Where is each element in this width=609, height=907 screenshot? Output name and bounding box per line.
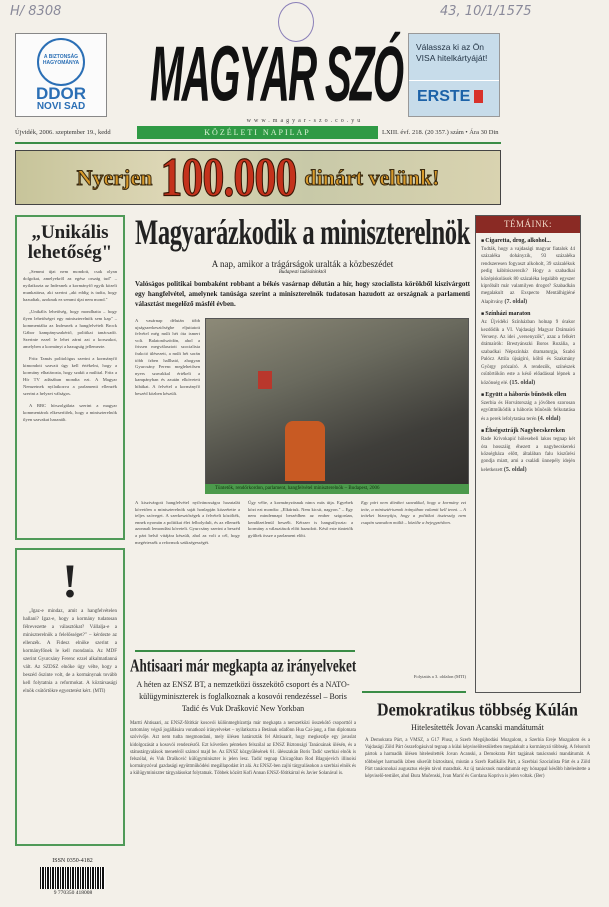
main-headline[interactable]: Magyarázkodik a miniszterelnök	[135, 212, 470, 253]
ddor-city: NOVI SAD	[36, 101, 86, 112]
topic-title: ■ Színházi maraton	[481, 310, 575, 319]
quote-paragraph: „Unikális lehetőség, hogy mondhatta – hogy ilyen lehetőséget egy miniszterelnök sem kap" – kommentálta az Indexnek a hangfelvételt Brock Gábor kampányszakértő, politikai tanácsadó. Szerinte ezzel le lehet zárni azt a korszakot, amelyben a kormányt a hazugság jellemezte.	[23, 309, 117, 349]
banner-post: dinárt velünk!	[304, 164, 440, 190]
main-subtitle: A nap, amikor a trágárságok uralták a közbeszédet	[211, 259, 394, 269]
main-photo[interactable]	[205, 318, 469, 494]
topic-item[interactable]	[476, 387, 580, 423]
topics-header: TÉMÁINK:	[476, 216, 580, 233]
quote-box	[15, 215, 125, 540]
barcode-number: 9 770350 418008	[53, 890, 93, 896]
issue-date: Újvidék, 2006. szeptember 19., kedd	[15, 129, 111, 136]
main-continued: Folytatás a 3. oldalon (MTI)	[413, 674, 466, 679]
topic-text: Szerbia és Horvátország a jövőben szorosan együttműködik a háborús bűnösök felkutatása és a perek lefolytatása terén	[481, 400, 575, 422]
demokratikus-article	[365, 700, 590, 865]
main-dateline: Budapesti tudósítónktól	[278, 270, 327, 275]
demokratikus-subtitle: Hitelesítették Jovan Acanski mandátumát	[411, 723, 544, 732]
tagline-bar: KÖZÉLETI NAPILAP	[137, 126, 378, 139]
topic-page-ref: (5. oldal)	[503, 466, 527, 473]
promo-banner[interactable]	[15, 146, 501, 209]
main-body-col1: A vasárnap délután több ujságszerkesztőségbe eljuttatott felvétel még múlt hét óta ismert volt. Balatonőszödön, ahol a frissen megválasztott szocialista frakció ülésezett, a múlt hét során több ízben hallható, ahogyan Gyurcsány Ferenc meglehetősen nyers szavakkal értékeli a kampányban és azután elkövetett hibákat. A felvétel a kormányfő beszéd közben készült.	[135, 318, 200, 396]
issue-number: LXIII. évf. 218. (20 357.) szám • Ára 30 Din	[382, 129, 499, 136]
ddor-brand: DDOR	[35, 84, 87, 103]
quote-paragraph: „Semmi újat nem mondott, csak olyan dolgokat, amelyekről az egész ország tud" – nyilatkozta az Indexnek a kormányfő egyik közeli munkatársa, aki szerint „aki eddig is tudta, hogy hazudtak, azoknak ez semmi újat nem mond."	[23, 269, 117, 302]
topic-title: ■ Együtt a háborús bűnösök ellen	[481, 391, 575, 400]
handwritten-catalog-number: H/ 8308	[10, 4, 62, 19]
quote-paragraph: Fritz Tamás politológus szerint a kormányfő kimondott szavait úgy kell értékelni, hogy a kormány elhatározta, hogy szakít a múlttal. Fritz a Hír TV adásában mondta ezt. A Magyar Nemzetnek nyilatkozva a parlamenti ellenzék szerint a helyzet válságos.	[23, 356, 117, 396]
photo-caption: Tüntetők, rendőrkordon, parlament, hangfelvétel miniszterelnök – Budapest, 2006	[205, 484, 469, 494]
topic-title: ■ Cigaretta, drog, alkohol...	[481, 237, 575, 246]
barcode-icon	[40, 867, 105, 889]
topics-sidebar	[475, 215, 581, 693]
banner-amount: 100.000	[160, 146, 297, 209]
ddor-logo-icon: A BIZTONSÁG HAGYOMÁNYA	[37, 38, 85, 86]
topic-item[interactable]	[476, 306, 580, 387]
banner-pre: Nyerjen	[76, 164, 153, 190]
topic-text: Tudták, hogy a vajdasági magyar fiatalok 44 százaléka dohányzik, 93 százaléka rendszeresen fogyaszt alkoholt, 39 százalékuk pedig kábítószerezik? Hogy a szabadkai középiskolások 80 százaléka legalább egyszer kipróbált már valamilyen drogot? Szabadkán megalakult az Exspecto Mentálhigiéné Alapítvány	[481, 247, 575, 305]
erste-ad-text: Válassza ki az Ön VISA hitelkártyáját!	[409, 34, 499, 81]
quote-paragraph: A BBC hírszolgálata szerint a magyar kommentárok elkeserítőek, hogy a miniszterelnök ilyen szavakat használt.	[23, 403, 117, 422]
main-lead: Valóságos politikai bombaként robbant a békés vasárnap délután a hír, hogy szocialista körökből kiszivárgott egy hangfelvétel, amelynek tanúsága szerint a miniszterelnök tudatosan hazudott az országnak a parlamenti választást megelőző másfél évben.	[135, 280, 470, 308]
ahtisaari-body: Martti Ahtisaari, az ENSZ-főtitkár kosovói különmegbízottja már megkapta a nemzetközi összekötő csoporttól a tartomány végső jogállására vonatkozó irányelveket – nyilatkozta a Betának odafönn Hua Cai-jang, a finn diplomata szóvivője. Azt nem tudta megmondani, mely ülésen határozták fel Ahtisaarit, hogy megkezdje egy javaslat kidolgozását a kosovói rendezésről. Ezt követően pénteken felszólal az ENSZ Biztonsági Tanácsának ülésén, és a státustárgyalások menetéről számol majd be. Az ENSZ közgyűlésének 61. ülésszakán Boris Tadić szerbiai elnök is felszólal, és Vuk Drašković külügyminiszter is jelen lesz. Tadić tegnap Chicagóban Rod Blagojevich illinoisi kormányzóval gazdasági együttműködési megállapodást írt alá. Az ENSZ-ben zajló tárgyalásokon a szerbiai elnök és a külügyminiszter tárgyalásokat folytatnak. Többek között Kofi Annan ENSZ-főtitkárral és Javier Solanával is.	[130, 721, 356, 777]
header-divider	[15, 142, 501, 144]
divider	[135, 650, 355, 652]
masthead-url[interactable]: www.magyar-szo.co.yu	[246, 118, 364, 124]
masthead-title: MAGYAR SZÓ	[150, 28, 403, 118]
topic-text: Az Újvidéki Színházban holnap 9 órakor kezdődik a VI. Vajdasági Magyar Drámaíró Verseny. Az idei „versenyzők", azaz a felkért drámaírók: Brestyánszki Boros Rozália, a szabadkai Népszínház dramaturgja, Szabó Palócz Attila újságíró, költő és Szakmány György prózaíró. A rendezők, színészek csütörtökön este a késő előadással lépnek a közönség elé.	[481, 320, 575, 386]
topic-page-ref: (7. oldal)	[504, 298, 528, 305]
ahtisaari-article	[130, 656, 356, 860]
quote-box-title: „Unikális lehetőség"	[27, 222, 113, 263]
demokratikus-headline[interactable]: Demokratikus többség Kúlán	[377, 701, 578, 720]
topic-item[interactable]	[476, 233, 580, 306]
main-body-col4: Egy párt nem dönthet szavakkal, hogy a kormány ezt tette, a minisztériumok irányában valamit kell tenni. – A tetteket bizonyítja, hogy a politikai tisztesség nem csupán szavakon múlik – közölte a bejegyzésben.	[361, 500, 466, 525]
topic-title: ■ Éhségsztrájk Nagybecskereken	[481, 427, 575, 436]
exclamation-box	[15, 548, 125, 846]
ad-ddor[interactable]	[15, 33, 107, 117]
ahtisaari-subtitle: A héten az ENSZ BT, a nemzetközi összekötő csoport és a NATO-külügyminiszterek is foglalkoznak a kosovói rendezéssel – Boris Tadić és Vuk Drašković New Yorkban	[136, 680, 350, 713]
exclamation-text: „Igaz-e mindaz, amit a hangfelvételen hallani? Igaz-e, hogy a kormány tudatosan félrevezette a választókat? Vállalja-e a miniszterelnök a felelősséget?" – kérdezte az ellenzék. A Fidesz elnöke szerint a kormányfőnek le kell mondania. Az MDF szerint Gyurcsány Ferenc ezzel alkalmatlanná vált. Az SZDSZ elnöke úgy vélte, hogy a beszéd őszinte volt, de a kormánynak tovább kell folytatnia a reformokat. A köztársasági elnök csütörtökre egyeztetést kért. (MTI)	[23, 609, 117, 694]
topic-page-ref: (15. oldal)	[509, 379, 536, 386]
topic-item[interactable]	[476, 423, 580, 474]
topic-page-ref: (4. oldal)	[537, 415, 561, 422]
main-body-col3: Úgy vélte, a kormányzásnak nincs más útja. Egyebek közt ezt mondta: „Elkúrtuk. Nem kicsit, nagyon." – Egy nem mindennapi beszédben az ember szigorúan, kendőzetlenül beszélt. Kétszer is hangsúlyozta: a kormány a választások előtt hazudott. Késő este tüntetők gyűltek össze a parlament előtt.	[248, 500, 353, 538]
issn-label: ISSN 0350-4182	[52, 858, 93, 864]
handwritten-note: 43, 10/1/1575	[440, 4, 532, 19]
erste-brand: ERSTE	[417, 88, 471, 105]
divider	[362, 691, 466, 693]
topic-text: Rade Krivokapić hölesebeli lakos tegnap két óra hosszáig éhezett a nagybecskereki községháza előtt, általában falu kiszűrési gondja miatt, ami a családi ünnepély idején keletkezett	[481, 437, 575, 473]
main-body-col2: A kiszivárgott hangfelvétel nyilvánosságra hozatalát követően a miniszterelnök saját honlapján közzétette a teljes szöveget. A szerkesztőségek a felvételt közölték, ennek nyomán a politikai élet felbolydult, és az ellenzék azonnali lemondást követelt. Gyurcsány szerint a beszéd a párt belső vitájára készült, ahol az volt a cél, hogy megértessék a reformok szükségességét.	[135, 500, 240, 545]
ahtisaari-headline[interactable]: Ahtisaari már megkapta az irányelveket	[130, 657, 357, 676]
ad-erste[interactable]	[408, 33, 500, 117]
exclamation-mark: !	[62, 555, 78, 608]
erste-logo-icon	[474, 90, 483, 103]
demokratikus-body: A Demokrata Párt, a VMSZ, a G17 Plusz, a Szerb Megújhodási Mozgalom, a Szerbia Ereje Mozgalom és a Vajdasági Zöld Párt összefogásával tegnap a kúlai képviselőtestületben megalakult a kormányzó többség. A felsorolt pártok a harmadik ülésen hitelesítették Jovan Acanski, a Demokrata Párt tagjának tanácsnoki mandátumát. A többséget harmadik ízben sikerült biztosítani, miután a Szerb Radikális Párt, a Szerbiai Szocialista Párt és a Zöld Párt tanácsnokai augusztus elején távol maradtak. Az új tanácsnok mandátumát egy hónappal később hitelesítette a képviselő-testület, ahol Đura Mučenski, Ivan Marić és Gordana Kopriva is jelen voltak. (Ber)	[365, 738, 590, 780]
